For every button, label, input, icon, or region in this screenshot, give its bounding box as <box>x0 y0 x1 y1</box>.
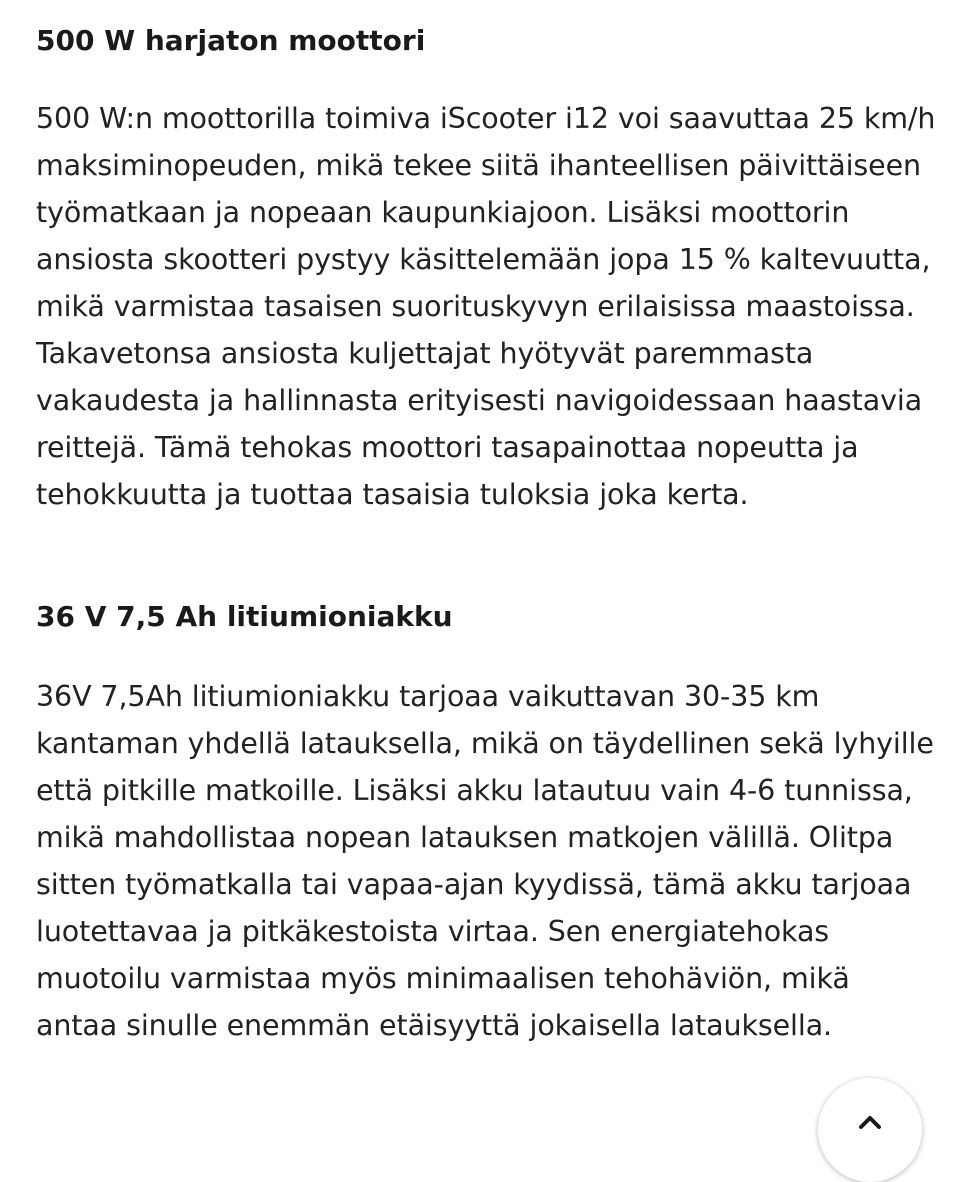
section-heading-battery: 36 V 7,5 Ah litiumioniakku <box>36 600 453 633</box>
section-body-motor: 500 W:n moottorilla toimiva iScooter i12 voi saavuttaa 25 km/h maksiminopeuden, mikä tekee siitä ihanteellisen päivittäiseen työmatkaan ja nopeaan kaupunkiajoon. Lisäksi moottorin ansiosta skootteri pystyy käsittelemään jopa 15 % kaltevuutta, mikä varmistaa tasaisen suorituskyvyn erilaisissa maastoissa. Takavetonsa ansiosta kuljettajat hyötyvät paremmasta vakaudesta ja hallinnasta erityisesti navigoidessaan haastavia reittejä. Tämä tehokas moottori tasapainottaa nopeutta ja tehokkuutta ja tuottaa tasaisia tuloksia joka kerta. <box>36 102 936 511</box>
scroll-to-top-button[interactable] <box>818 1078 922 1182</box>
section-heading-motor: 500 W harjaton moottori <box>36 24 426 57</box>
section-body-battery: 36V 7,5Ah litiumioniakku tarjoaa vaikuttavan 30-35 km kantaman yhdellä latauksella, mikä on täydellinen sekä lyhyille että pitkille matkoille. Lisäksi akku latautuu vain 4-6 tunnissa, mikä mahdollistaa nopean latauksen matkojen välillä. Olitpa sitten työmatkalla tai vapaa-ajan kyydissä, tämä akku tarjoaa luotettavaa ja pitkäkestoista virtaa. Sen energiatehokas muotoilu varmistaa myös minimaalisen tehohäviön, mikä antaa sinulle enemmän etäisyyttä jokaisella latauksella. <box>36 680 934 1042</box>
